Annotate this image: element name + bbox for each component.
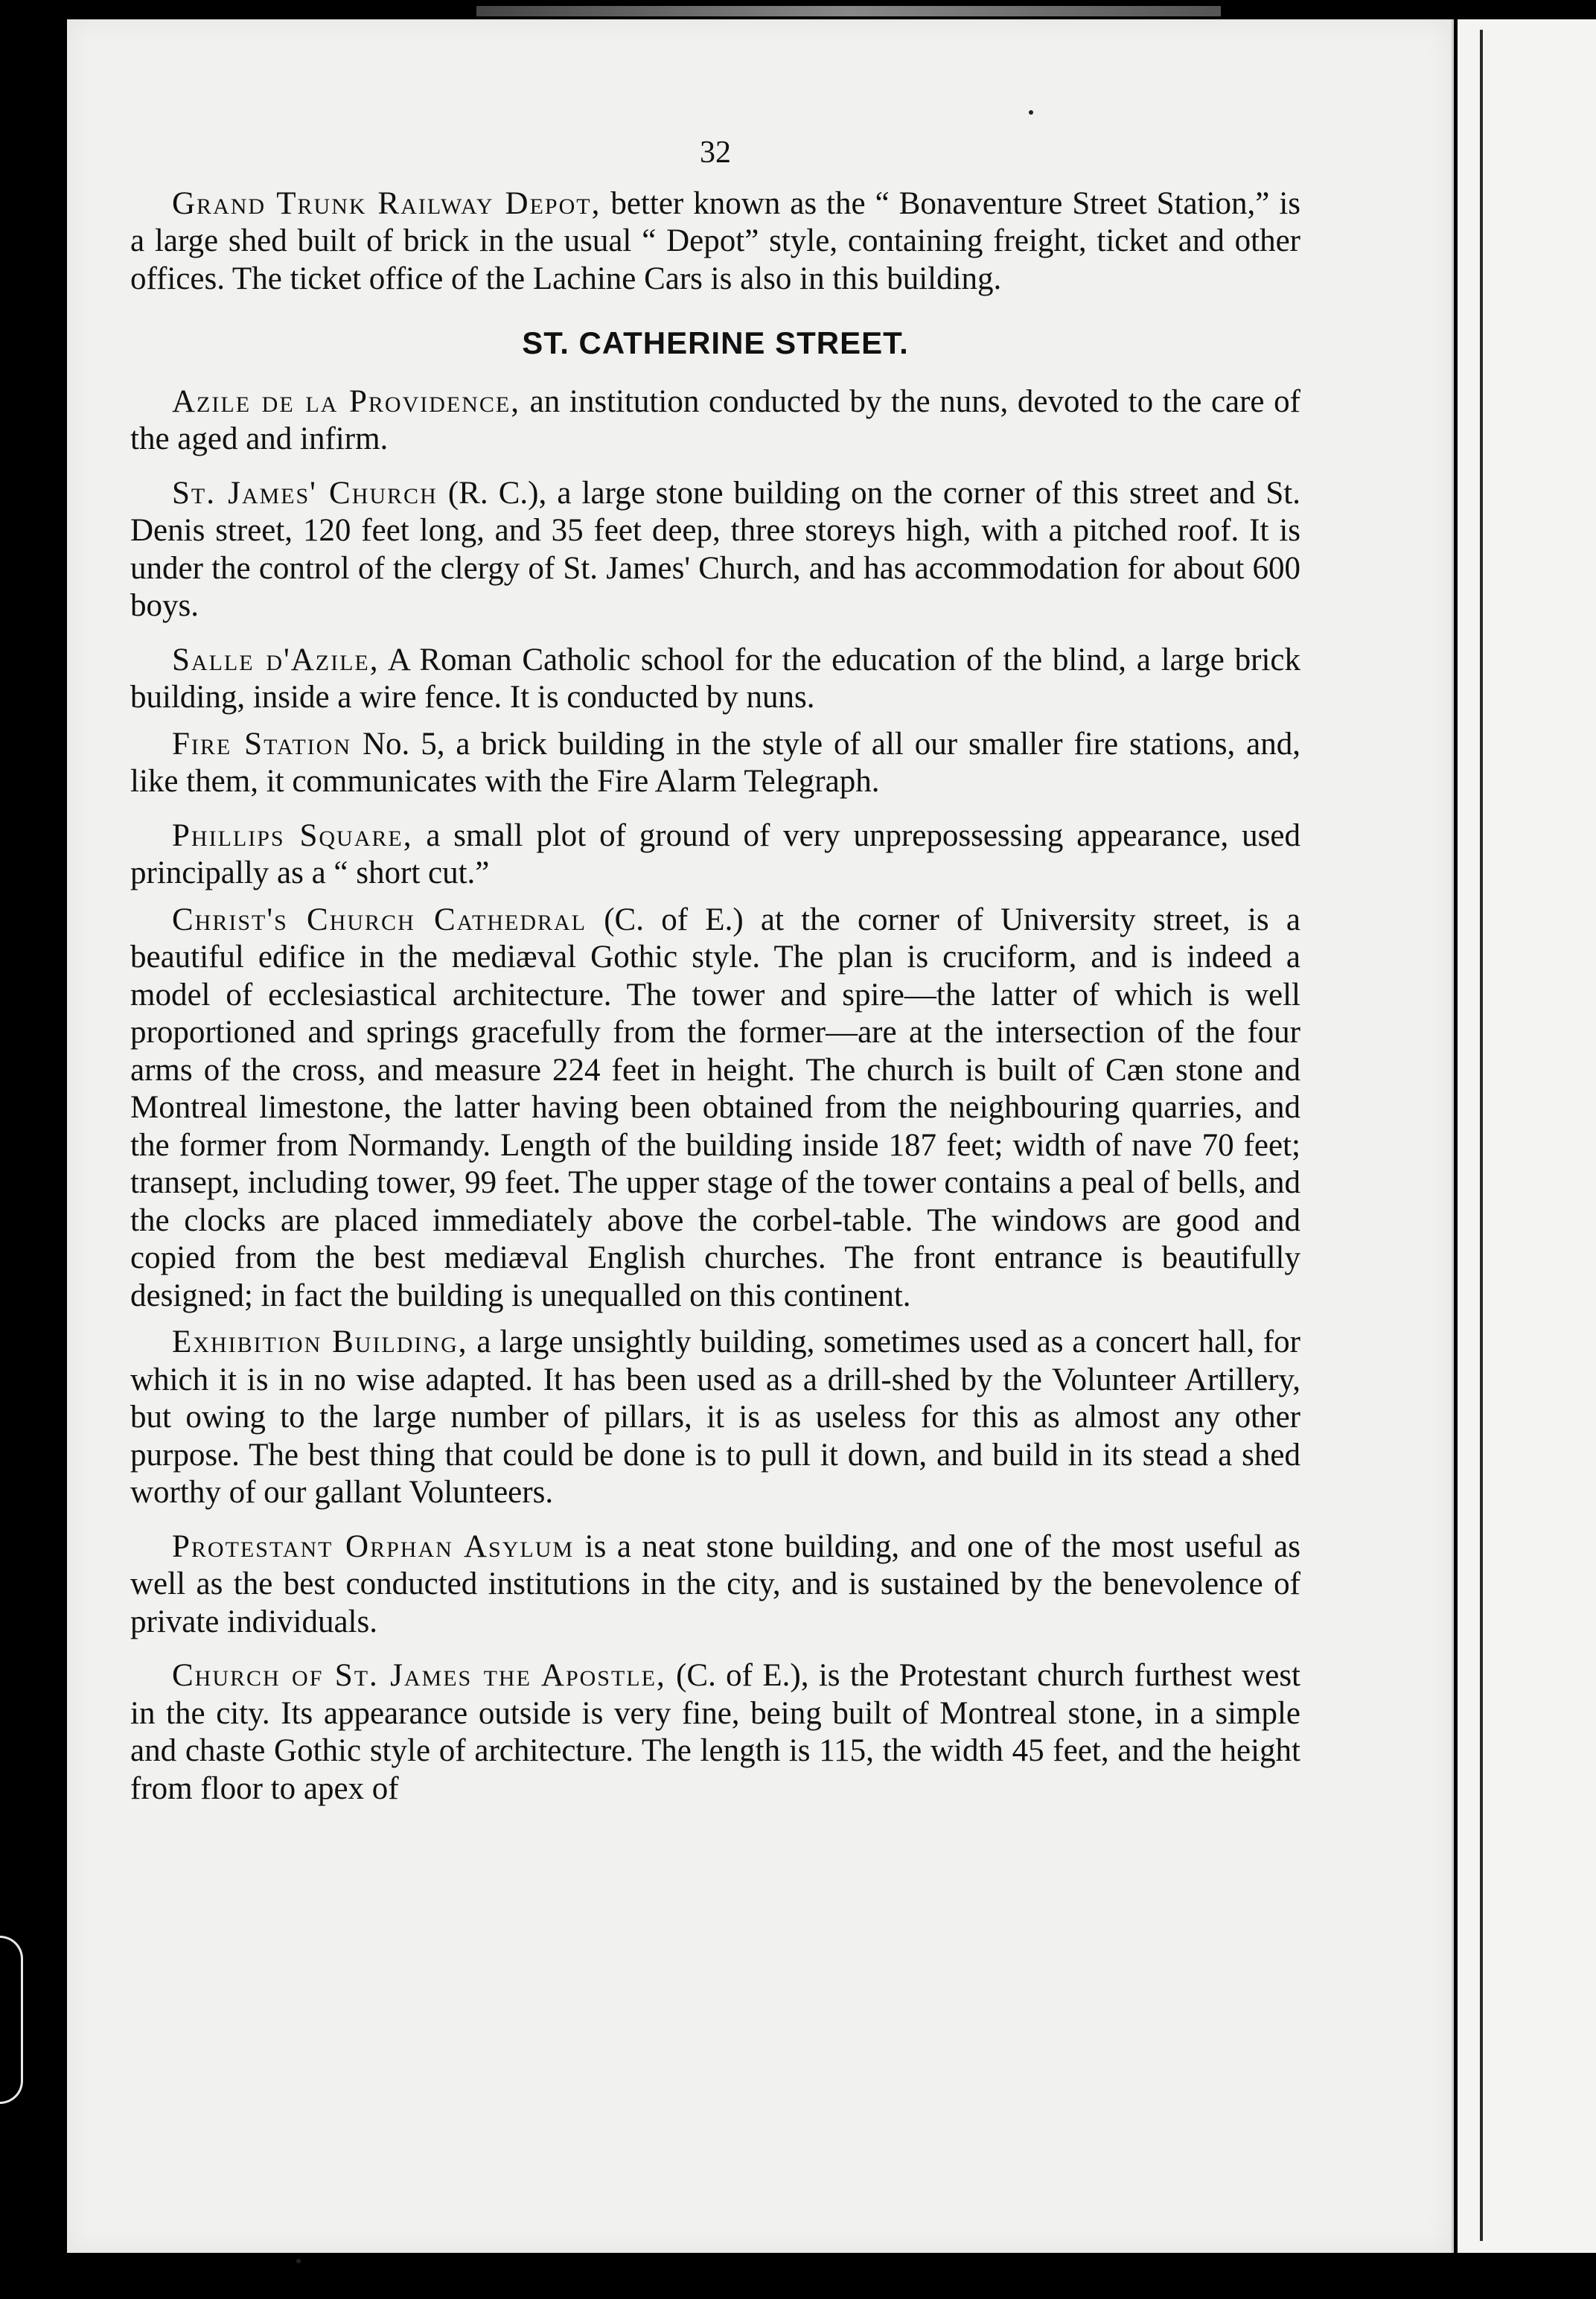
- entry-christs-church-cathedral: [130, 902, 1300, 1316]
- entry-text: a large unsightly building, sometimes used as a concert hall, for which it is in no wise adapted. It has been used as a drill-shed by the Volunteer Artillery, but owing to the large number of pillars, it is as useless for this as almost any other purpose. The best thing that could be done is to pull it down, and build in its stead a shed worthy of our gallant Volunteers.: [130, 1324, 1300, 1510]
- entry-church-of-st-james-the-apostle: [130, 1657, 1300, 1808]
- entry-text: better known as the “ Bonaventure Street Station,” is a large shed built of brick in the usual “ Depot” style, containing freight, ticket and other offices. The ticket office of the Lachine Cars is also in this building.: [130, 185, 1301, 296]
- entry-grand-trunk-railway-depot: [130, 185, 1300, 299]
- page-content: [130, 134, 1300, 1824]
- entry-text: A Roman Catholic school for the education of the blind, a large brick building, inside a wire fence. It is conducted by nuns.: [130, 642, 1300, 715]
- entry-lead: Exhibition Building,: [172, 1324, 468, 1359]
- page-number: 32: [700, 135, 731, 170]
- entry-text: (C. of E.), is the Protestant church furthest west in the city. Its appearance outside is very fine, being built of Montreal stone, in a simple and chaste Gothic style of architecture. The length is 115, the width 45 feet, and the height from floor to apex of: [130, 1658, 1300, 1806]
- entry-azile-de-la-providence: [130, 383, 1300, 459]
- entry-lead: Grand Trunk Railway Depot,: [172, 185, 601, 221]
- entry-lead: Azile de la Providence,: [172, 383, 520, 419]
- entry-lead: Christ's Church Cathedral: [172, 902, 587, 937]
- entry-text: (R. C.), a large stone building on the corner of this street and St. Denis street, 120 feet long, and 35 feet deep, three storeys high, with a pitched roof. It is under the control of the clergy of St. James' Church, and has accommodation for about 600 boys.: [130, 475, 1300, 623]
- entry-text: is a neat stone building, and one of the most useful as well as the best conducted institutions in the city, and is sustained by the benevolence of private individuals.: [130, 1528, 1301, 1639]
- ink-speck: [296, 2259, 301, 2263]
- section-heading: ST. CATHERINE STREET.: [522, 325, 909, 360]
- scan-edge-mark: [0, 1936, 23, 2104]
- entry-lead: Protestant Orphan Asylum: [172, 1528, 575, 1564]
- entry-lead: Salle d'Azile,: [172, 642, 380, 677]
- entry-lead: Fire Station: [172, 726, 352, 762]
- entry-protestant-orphan-asylum: [130, 1528, 1300, 1642]
- entry-text: No. 5, a brick building in the style of all our smaller fire stations, and, like them, it communicates with the Fire Alarm Telegraph.: [130, 726, 1301, 799]
- entry-text: an institution conducted by the nuns, devoted to the care of the aged and infirm.: [130, 383, 1300, 456]
- page-gutter-line: [1480, 30, 1483, 2241]
- entry-salle-d-azile: [130, 642, 1300, 717]
- entry-text: a small plot of ground of very unprepossessing appearance, used principally as a “ short cut.”: [130, 817, 1300, 890]
- entry-exhibition-building: [130, 1324, 1300, 1512]
- entry-lead: St. James' Church: [172, 475, 438, 511]
- entry-text: (C. of E.) at the corner of University street, is a beautiful edifice in the mediæval Gothic style. The plan is cruciform, and is indeed a model of ecclesiastical architecture. The tower and spire—the latter of which is well proportioned and springs gracefully from the former—are at the intersection of the four arms of the cross, and measure 224 feet in height. The church is built of Cæn stone and Montreal limestone, the latter having been obtained from the neighbouring quarries, and the former from Normandy. Length of the building inside 187 feet; width of nave 70 feet; transept, including tower, 99 feet. The upper stage of the tower contains a peal of bells, and the clocks are placed immediately above the corbel-table. The windows are good and copied from the best mediæval English churches. The front entrance is beautifully designed; in fact the building is unequalled on this continent.: [130, 902, 1300, 1313]
- entry-lead: Church of St. James the Apostle,: [172, 1658, 666, 1693]
- entry-phillips-square: [130, 817, 1300, 893]
- adjacent-page-edge: [1458, 19, 1596, 2253]
- entry-st-james-church: [130, 475, 1300, 625]
- entry-lead: Phillips Square,: [172, 817, 413, 853]
- entry-fire-station: [130, 726, 1300, 801]
- scan-top-edge: [476, 6, 1221, 16]
- ink-speck: [1029, 110, 1033, 115]
